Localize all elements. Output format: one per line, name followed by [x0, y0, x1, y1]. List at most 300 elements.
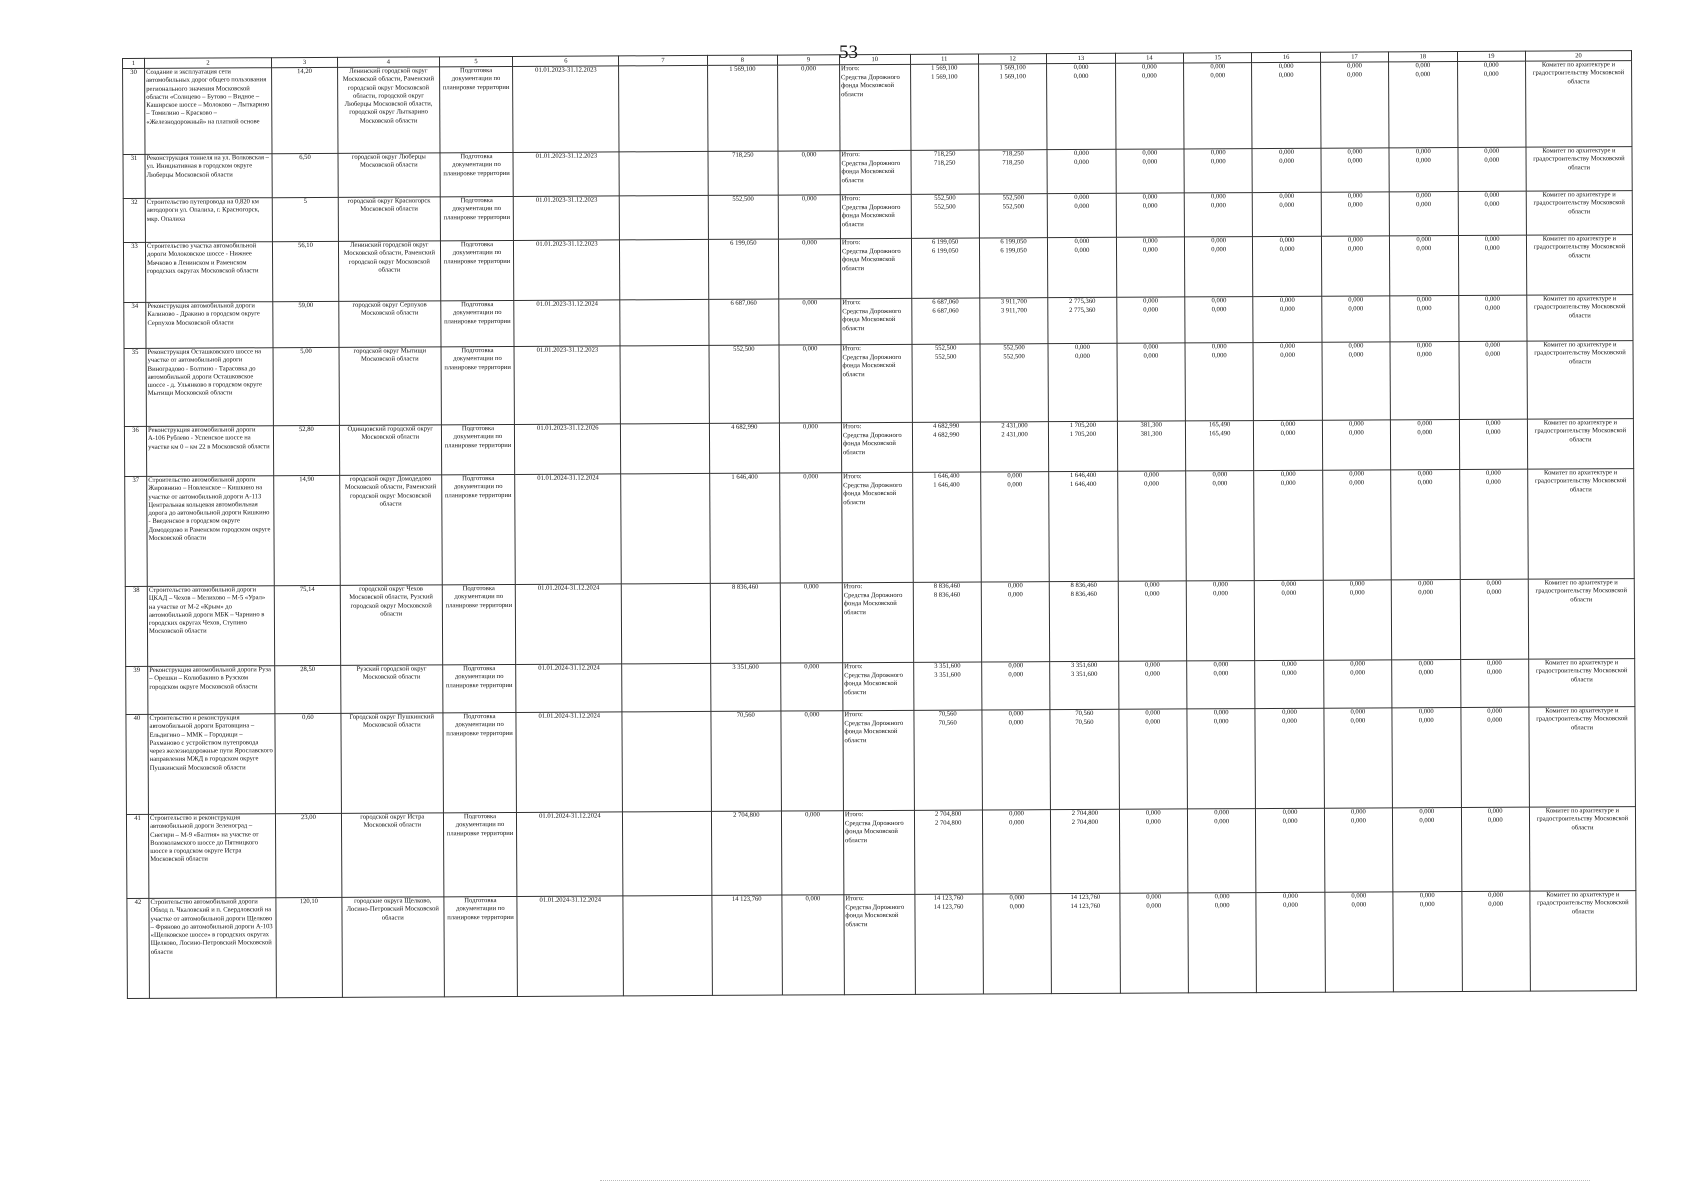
- work-type: Подготовка документации по планировке территории: [443, 153, 510, 177]
- fund-amount: 0,000: [1213, 590, 1228, 598]
- work-type: Подготовка документации по планировке территории: [444, 347, 511, 371]
- location: Городской округ Пушкинский Московской области: [349, 713, 435, 730]
- fund-amount: 0,000: [1146, 902, 1162, 910]
- total-amount: 0,000: [1009, 894, 1025, 902]
- total-amount: 2 431,000: [1001, 422, 1028, 430]
- fund-amount: 0,000: [1486, 588, 1502, 596]
- year-amount-cell: [982, 710, 1051, 810]
- year-amount-cell: [1460, 707, 1529, 807]
- length: 0,60: [302, 714, 314, 722]
- fund-label: Средства Дорожного фонда Московской области: [843, 591, 903, 616]
- responsible-body: Комитет по архитектуре и градостроительству Московской области: [1535, 659, 1628, 684]
- fund-amount: 6 199,050: [932, 247, 959, 255]
- column-number: 2: [145, 58, 272, 69]
- responsible-body-cell: [1526, 235, 1632, 296]
- fund-amount: 0,000: [1282, 817, 1298, 825]
- total-amount: 0,000: [1484, 147, 1500, 155]
- year-amount-cell: [1321, 148, 1390, 192]
- fund-amount: 0,000: [1145, 670, 1160, 678]
- total-amount: 0,000: [1350, 708, 1366, 716]
- year-amount-cell: [910, 150, 979, 194]
- funding-source-cell: [840, 238, 911, 298]
- table-row: [125, 579, 1634, 667]
- fund-amount: 718,250: [934, 159, 956, 167]
- responsible-body-cell: [1528, 469, 1635, 580]
- total-amount: 0,000: [1282, 808, 1298, 816]
- fund-amount: 0,000: [1211, 306, 1227, 314]
- period: 01.01.2023-31.12.2023: [535, 66, 597, 74]
- column-number: 6: [513, 56, 619, 67]
- responsible-body-cell: [1529, 659, 1635, 708]
- fund-amount: 0,000: [1210, 72, 1226, 80]
- year-amount-cell: [1392, 708, 1461, 808]
- location: Ленинский городской округ Московской области, Раменский городской округ Московской области, городской округ Люберцы Московской области, городской округ Лыткарино Московской области: [342, 67, 435, 125]
- year-amount-cell: [978, 64, 1047, 150]
- row-number: 38: [132, 586, 140, 594]
- year-amount-cell: [1047, 149, 1116, 193]
- fund-amount: 2 704,800: [1071, 818, 1099, 827]
- year-amount-cell: [1321, 236, 1390, 296]
- total-amount: 0,000: [1283, 892, 1298, 900]
- total-amount: 0,000: [1347, 62, 1362, 70]
- column-9-cell: [779, 299, 841, 345]
- year-amount-cell: [1117, 343, 1186, 421]
- total-amount: 0,000: [1350, 660, 1366, 668]
- object-name-cell: [146, 302, 273, 349]
- location-cell: [339, 241, 441, 302]
- total-label: Итого:: [844, 811, 864, 819]
- total-amount: 0,000: [1141, 63, 1157, 71]
- fund-amount: 0,000: [1348, 305, 1364, 313]
- total-amount: 0,000: [1145, 661, 1160, 669]
- row-number-cell: [123, 154, 145, 198]
- object-name-cell: [146, 348, 273, 427]
- estimated-cost: 1 646,400: [731, 473, 758, 481]
- year-amount-cell: [1120, 893, 1189, 993]
- column-9: 0,000: [805, 895, 821, 903]
- responsible-body: Комитет по архитектуре и градостроительству Московской области: [1535, 579, 1627, 604]
- total-amount: 0,000: [1419, 808, 1435, 816]
- length-cell: [273, 347, 340, 425]
- fund-amount: 0,000: [1142, 246, 1158, 254]
- estimated-cost: 4 682,990: [731, 423, 758, 431]
- fund-amount: 0,000: [1487, 716, 1503, 724]
- total-amount: 3 351,600: [934, 662, 961, 670]
- year-amount-cell: [1048, 237, 1117, 297]
- row-number-cell: [125, 586, 147, 666]
- year-amount-cell: [1184, 149, 1253, 193]
- column-number: 19: [1457, 51, 1525, 61]
- period-cell: [515, 474, 621, 585]
- estimated-cost-cell: [711, 811, 782, 895]
- estimated-cost: 2 704,800: [733, 811, 760, 819]
- total-amount: 552,500: [1002, 194, 1025, 202]
- table-body: [123, 51, 1637, 999]
- year-amount-cell: [1119, 809, 1188, 893]
- table-row: [123, 191, 1632, 243]
- object-name-cell: [145, 154, 272, 199]
- work-type: Подготовка документации по планировке территории: [445, 665, 513, 689]
- year-amount-cell: [1322, 420, 1391, 470]
- total-amount: 0,000: [1485, 295, 1500, 303]
- total-amount: 0,000: [1214, 809, 1230, 817]
- scan-artifact-line: [600, 1180, 1590, 1181]
- column-number: 14: [1115, 53, 1183, 63]
- year-amount-cell: [1186, 471, 1255, 581]
- period-cell: [513, 66, 619, 153]
- object-name-cell: [148, 666, 275, 715]
- location: городской округ Люберцы Московской области: [351, 153, 426, 170]
- column-7-cell: [622, 663, 710, 711]
- row-number: 39: [133, 666, 141, 674]
- year-amount-cell: [1461, 891, 1530, 991]
- total-amount: 0,000: [1418, 708, 1434, 716]
- fund-amount: 0,000: [1485, 428, 1501, 436]
- year-amount-cell: [980, 298, 1049, 344]
- period-cell: [514, 240, 620, 301]
- fund-amount: 0,000: [1145, 818, 1161, 826]
- year-amount-cell: [1185, 297, 1254, 343]
- period: 01.01.2024-31.12.2024: [537, 474, 599, 482]
- object-name-cell: [149, 814, 276, 899]
- work-type: Подготовка документации по планировке территории: [444, 301, 511, 325]
- column-number: 1: [123, 58, 145, 68]
- row-number-cell: [124, 426, 146, 476]
- length: 75,14: [299, 585, 315, 594]
- column-9-cell: [782, 895, 844, 995]
- year-amount-cell: [1393, 807, 1462, 891]
- fund-amount: 0,000: [1007, 591, 1023, 599]
- total-amount: 0,000: [1282, 708, 1297, 716]
- total-amount: 0,000: [1212, 471, 1228, 479]
- fund-label: Средства Дорожного фонда Московской области: [841, 203, 901, 228]
- total-amount: 0,000: [1145, 809, 1161, 817]
- total-amount: 0,000: [1008, 710, 1024, 718]
- work-type: Подготовка документации по планировке территории: [447, 897, 514, 921]
- total-amount: 0,000: [1347, 148, 1363, 156]
- year-amount-cell: [982, 662, 1051, 710]
- year-amount-cell: [912, 422, 981, 472]
- table-row: [123, 61, 1632, 155]
- total-amount: 0,000: [1213, 709, 1229, 717]
- total-label: Итого:: [841, 195, 861, 203]
- column-7-cell: [620, 345, 709, 423]
- column-7-cell: [620, 299, 708, 345]
- column-9-cell: [779, 239, 841, 299]
- total-amount: 4 682,990: [932, 422, 960, 430]
- row-number: 42: [134, 898, 142, 906]
- column-9-cell: [781, 711, 843, 811]
- length-cell: [275, 813, 342, 897]
- year-amount-cell: [1116, 297, 1185, 343]
- fund-amount: 0,000: [1141, 72, 1157, 80]
- fund-amount: 6 687,060: [932, 307, 959, 315]
- total-amount: 0,000: [1213, 661, 1229, 669]
- total-amount: 0,000: [1280, 470, 1296, 478]
- fund-amount: 0,000: [1279, 201, 1295, 209]
- location: городской округ Чехов Московской области, Рузский городской округ Московской области: [349, 585, 433, 618]
- year-amount-cell: [1390, 296, 1459, 342]
- location-cell: [342, 897, 444, 998]
- total-amount: 0,000: [1211, 237, 1227, 245]
- responsible-body-cell: [1526, 147, 1632, 192]
- row-number: 30: [130, 68, 137, 76]
- location-cell: [340, 585, 442, 666]
- location: городской округ Мытищи Московской области: [353, 347, 427, 364]
- responsible-body: Комитет по архитектуре и градостроительству Московской области: [1536, 807, 1629, 832]
- fund-amount: 0,000: [1485, 304, 1500, 312]
- total-amount: 0,000: [1347, 192, 1363, 200]
- work-type-cell: [443, 896, 517, 996]
- column-number: 12: [978, 54, 1046, 64]
- row-number: 32: [130, 198, 138, 206]
- fund-amount: 0,000: [1416, 351, 1432, 359]
- year-amount-cell: [1320, 62, 1389, 148]
- fund-amount: 1 646,400: [933, 481, 960, 489]
- total-amount: 0,000: [1347, 236, 1363, 244]
- total-amount: 0,000: [1417, 470, 1433, 478]
- year-amount-cell: [1116, 193, 1185, 237]
- estimated-cost-cell: [709, 473, 780, 583]
- estimated-cost-cell: [708, 195, 779, 239]
- estimated-cost-cell: [708, 299, 779, 345]
- year-amount-cell: [981, 582, 1050, 662]
- fund-amount: 0,000: [1349, 589, 1365, 597]
- total-amount: 0,000: [1281, 580, 1297, 588]
- work-type-cell: [442, 664, 516, 712]
- period: 01.01.2023-31.12.2023: [536, 346, 599, 354]
- total-amount: 0,000: [1007, 472, 1023, 480]
- location-cell: [341, 713, 443, 814]
- year-amount-cell: [1457, 147, 1526, 191]
- fund-label: Средства Дорожного фонда Московской области: [844, 719, 904, 744]
- total-amount: 0,000: [1008, 662, 1024, 670]
- year-amount-cell: [1461, 807, 1530, 891]
- table-row: [126, 707, 1636, 815]
- year-amount-cell: [1253, 296, 1322, 342]
- fund-amount: 0,000: [1347, 157, 1363, 165]
- fund-amount: 6 199,050: [1000, 247, 1027, 255]
- fund-amount: 0,000: [1074, 246, 1090, 255]
- total-amount: 0,000: [1350, 808, 1366, 816]
- row-number-cell: [126, 714, 149, 814]
- program-table: [122, 50, 1637, 999]
- funding-source-cell: [839, 64, 910, 150]
- total-amount: 0,000: [1417, 420, 1433, 428]
- work-type-cell: [440, 240, 514, 300]
- year-amount-cell: [983, 894, 1052, 994]
- fund-amount: 1 705,200: [1069, 430, 1097, 439]
- location: Одинцовский городской округ Московской области: [347, 425, 433, 442]
- year-amount-cell: [1323, 660, 1392, 708]
- column-7-cell: [622, 711, 711, 811]
- period: 01.01.2023-31.12.2023: [535, 152, 598, 160]
- column-9-cell: [780, 423, 842, 473]
- work-type: Подготовка документации по планировке территории: [444, 475, 512, 499]
- total-label: Итого:: [845, 895, 864, 903]
- responsible-body: Комитет по архитектуре и градостроительству Московской области: [1537, 891, 1629, 916]
- year-amount-cell: [914, 810, 983, 894]
- table-row: [123, 147, 1632, 199]
- total-amount: 0,000: [1142, 193, 1158, 201]
- year-amount-cell: [1389, 62, 1458, 148]
- column-9-cell: [779, 345, 841, 423]
- row-number: 31: [130, 154, 138, 162]
- total-amount: 0,000: [1484, 235, 1500, 243]
- total-label: Итого:: [842, 345, 861, 353]
- year-amount-cell: [1389, 148, 1458, 192]
- total-amount: 1 646,400: [1069, 471, 1097, 480]
- period: 01.01.2024-31.12.2024: [537, 584, 600, 592]
- fund-amount: 0,000: [1417, 479, 1433, 487]
- total-amount: 0,000: [1279, 192, 1295, 200]
- fund-amount: 0,000: [1144, 480, 1159, 488]
- year-amount-cell: [979, 194, 1048, 238]
- location-cell: [339, 347, 441, 426]
- fund-amount: 0,000: [1416, 305, 1432, 313]
- year-amount-cell: [912, 472, 981, 582]
- total-amount: 0,000: [1349, 470, 1365, 478]
- year-amount-cell: [1187, 661, 1256, 709]
- year-amount-cell: [1391, 420, 1460, 470]
- column-number: 3: [271, 57, 337, 67]
- work-type: Подготовка документации по планировке территории: [446, 813, 514, 837]
- year-amount-cell: [1185, 421, 1254, 471]
- object-name: Строительство автомобильной дороги ЦКАД – Чехов – Мелихово – М-5 «Урал» на участке от М-2 «Крым» до автомобильной дороги МБК – Чарнино в городских округах Чехов, Ступино Московской области: [148, 586, 266, 636]
- year-amount-cell: [1324, 708, 1393, 808]
- total-amount: 0,000: [1279, 148, 1295, 156]
- length: 14,90: [299, 476, 315, 484]
- total-amount: 0,000: [1145, 709, 1161, 717]
- funding-source-cell: [841, 298, 912, 344]
- year-amount-cell: [1325, 892, 1394, 992]
- work-type-cell: [440, 196, 514, 240]
- period: 01.01.2023-31.12.2023: [536, 240, 598, 248]
- estimated-cost-cell: [708, 151, 779, 195]
- responsible-body: Комитет по архитектуре и градостроительству Московской области: [1536, 707, 1628, 732]
- year-amount-cell: [1048, 297, 1117, 343]
- year-amount-cell: [1322, 470, 1391, 580]
- work-type-cell: [439, 66, 513, 152]
- column-9: 0,000: [803, 473, 819, 481]
- length: 52,80: [298, 426, 314, 434]
- estimated-cost: 6 199,050: [730, 239, 757, 247]
- year-amount-cell: [911, 238, 980, 298]
- total-amount: 0,000: [1146, 893, 1162, 901]
- total-amount: 0,000: [1485, 469, 1501, 477]
- period-cell: [517, 812, 623, 897]
- table-row: [125, 469, 1635, 587]
- total-amount: 0,000: [1075, 343, 1090, 352]
- fund-amount: 552,500: [935, 353, 957, 361]
- location-cell: [339, 425, 441, 476]
- total-amount: 0,000: [1211, 343, 1227, 351]
- column-7-cell: [622, 583, 711, 663]
- column-9-cell: [782, 811, 844, 895]
- fund-amount: 14 123,760: [933, 903, 964, 911]
- column-number: 8: [707, 55, 778, 65]
- length: 56,10: [298, 242, 313, 250]
- fund-label: Средства Дорожного фонда Московской области: [842, 431, 902, 456]
- work-type-cell: [440, 152, 514, 196]
- column-9: 0,000: [802, 299, 818, 307]
- total-amount: 0,000: [1487, 707, 1503, 715]
- year-amount-cell: [1458, 191, 1527, 235]
- fund-amount: 0,000: [1350, 669, 1366, 677]
- work-type-cell: [441, 474, 515, 584]
- column-number: 7: [619, 55, 707, 65]
- period-cell: [514, 300, 620, 347]
- column-9: 0,000: [802, 345, 818, 353]
- fund-amount: 0,000: [1348, 429, 1364, 437]
- fund-amount: 2 431,000: [1001, 431, 1028, 439]
- work-type: Подготовка документации по планировке территории: [444, 425, 512, 449]
- fund-amount: 70,560: [938, 719, 957, 727]
- total-label: Итого:: [840, 65, 860, 73]
- object-name: Строительство автомобильной дороги Жировнино – Новленское – Кишкино на участке от автомобильной дороги А-113 Центральная кольцевая автомобильная дорога до автомобильной дороги Кишкино - Введенское в городском округе Домодедово и Раменском городском округе Московской области: [148, 476, 271, 542]
- row-number-cell: [124, 348, 146, 426]
- column-9: 0,000: [805, 811, 820, 819]
- responsible-body: Комитет по архитектуре и градостроительству Московской области: [1534, 295, 1626, 320]
- fund-amount: 1 569,100: [931, 73, 958, 81]
- responsible-body-cell: [1527, 341, 1634, 420]
- work-type-cell: [441, 424, 515, 474]
- length-cell: [272, 197, 338, 241]
- total-amount: 0,000: [1214, 893, 1230, 901]
- location-cell: [338, 153, 440, 198]
- responsible-body: Комитет по архитектуре и градостроительству Московской области: [1533, 147, 1625, 172]
- location-cell: [340, 475, 442, 586]
- fund-amount: 552,500: [934, 203, 956, 211]
- column-9: 0,000: [801, 65, 817, 73]
- total-amount: 14 123,760: [1070, 893, 1101, 902]
- total-amount: 0,000: [1279, 296, 1295, 304]
- row-number-cell: [126, 666, 148, 714]
- column-9: 0,000: [801, 195, 817, 203]
- length: 5,00: [300, 348, 312, 356]
- fund-amount: 0,000: [1418, 589, 1434, 597]
- table-row: [124, 419, 1633, 477]
- year-amount-cell: [1048, 343, 1117, 421]
- total-amount: 0,000: [1210, 149, 1226, 157]
- year-amount-cell: [913, 582, 982, 662]
- total-amount: 2 704,800: [1071, 809, 1099, 818]
- period-cell: [515, 424, 621, 475]
- year-amount-cell: [1186, 581, 1255, 661]
- responsible-body-cell: [1527, 419, 1633, 470]
- period: 01.01.2024-31.12.2024: [538, 664, 600, 672]
- row-number-cell: [123, 68, 145, 154]
- year-amount-cell: [1253, 192, 1322, 236]
- work-type: Подготовка документации по планировке территории: [442, 67, 510, 91]
- fund-amount: 0,000: [1416, 245, 1432, 253]
- responsible-body-cell: [1529, 707, 1636, 808]
- fund-amount: 2 704,800: [934, 819, 962, 827]
- total-amount: 1 569,100: [999, 64, 1026, 72]
- year-amount-cell: [1116, 149, 1185, 193]
- location-cell: [338, 197, 440, 242]
- total-amount: 0,000: [1144, 471, 1159, 479]
- fund-label: Средства Дорожного фонда Московской области: [841, 247, 901, 272]
- total-amount: 0,000: [1486, 579, 1502, 587]
- fund-amount: 0,000: [1349, 479, 1365, 487]
- fund-amount: 0,000: [1417, 429, 1433, 437]
- location: городской округ Истра Московской области: [360, 813, 425, 830]
- year-amount-cell: [1321, 192, 1390, 236]
- fund-label: Средства Дорожного фонда Московской области: [844, 819, 904, 844]
- total-label: Итого:: [844, 663, 863, 671]
- year-amount-cell: [1115, 63, 1184, 149]
